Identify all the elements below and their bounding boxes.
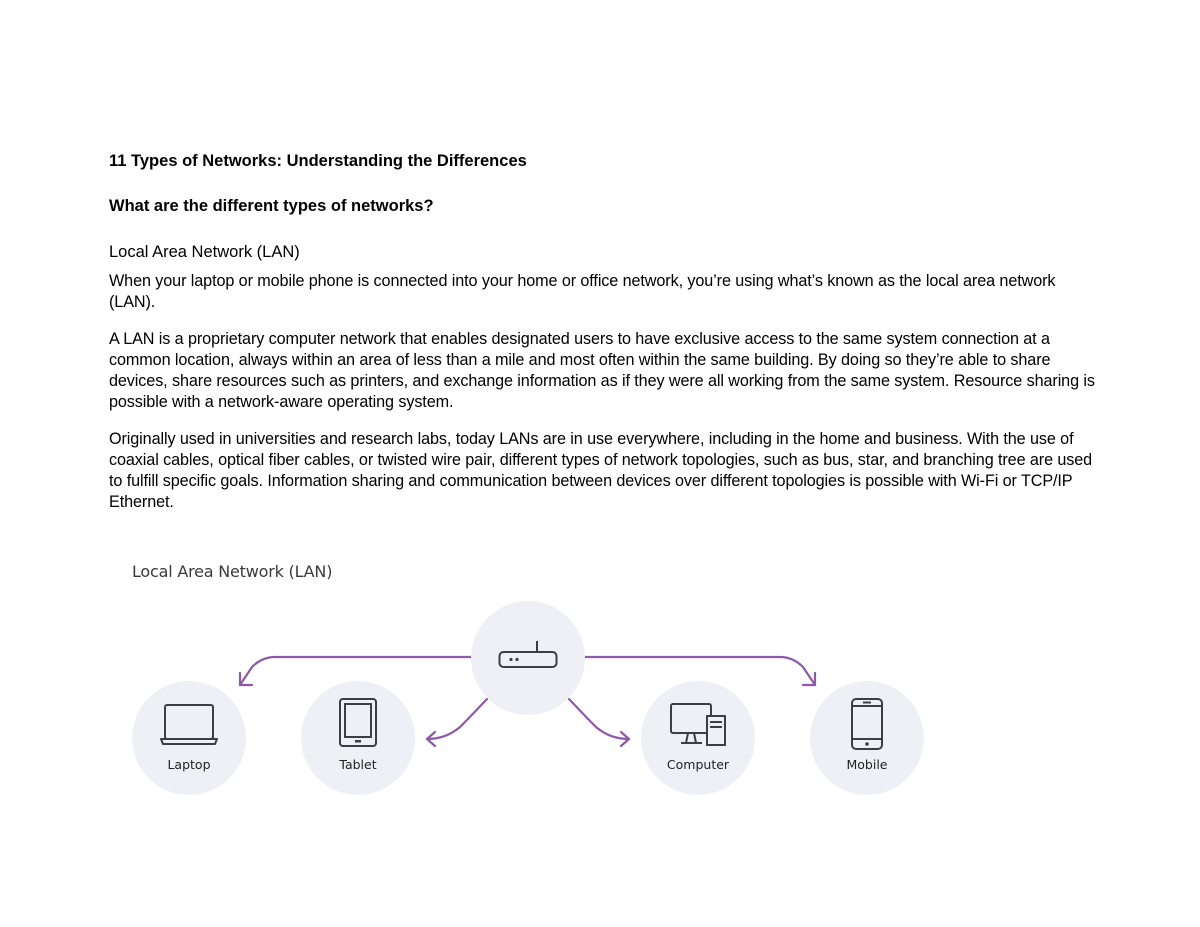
arrow-to-computer (569, 699, 629, 739)
device-node-mobile (810, 681, 924, 795)
device-node-laptop (132, 681, 246, 795)
router-node (471, 601, 585, 715)
router-icon (498, 639, 558, 679)
device-label: Tablet (339, 757, 377, 772)
device-label: Mobile (846, 757, 888, 772)
device-node-tablet (301, 681, 415, 795)
lan-diagram (0, 555, 1200, 815)
computer-icon (669, 702, 729, 748)
mobile-icon (850, 697, 884, 751)
document-body (109, 150, 1099, 513)
paragraph-2: A LAN is a proprietary computer network that enables designated users to have exclusive access to the same system connection at a common location, always within an area of less than a mile and most often within the same building. By doing so they’re able to share devices, share resources such as printers, and exchange information as if they were all working from the same system. Resource sharing is possible with a network-aware operating system. (109, 330, 1095, 411)
laptop-icon (160, 703, 218, 747)
diagram-title: Local Area Network (LAN) (132, 562, 333, 581)
paragraph-3: Originally used in universities and research labs, today LANs are in use everywhere, including in the home and business. With the use of coaxial cables, optical fiber cables, or twisted wire pair, different types of network topologies, such as bus, star, and branching tree are used to fulfill specific goals. Information sharing and communication between devices over different topologies is possible with Wi-Fi or TCP/IP Ethernet. (109, 430, 1093, 511)
device-label: Computer (666, 757, 730, 772)
document-title: 11 Types of Networks: Understanding the Differences (109, 152, 527, 170)
tablet-icon (338, 697, 378, 749)
arrow-to-tablet (427, 699, 487, 739)
lan-subheading: Local Area Network (LAN) (109, 243, 300, 261)
paragraph-1: When your laptop or mobile phone is connected into your home or office network, you’re using what’s known as the local area network (LAN). (109, 272, 1056, 311)
device-label: Laptop (167, 757, 211, 772)
device-node-computer (641, 681, 755, 795)
section-question: What are the different types of networks? (109, 197, 434, 215)
